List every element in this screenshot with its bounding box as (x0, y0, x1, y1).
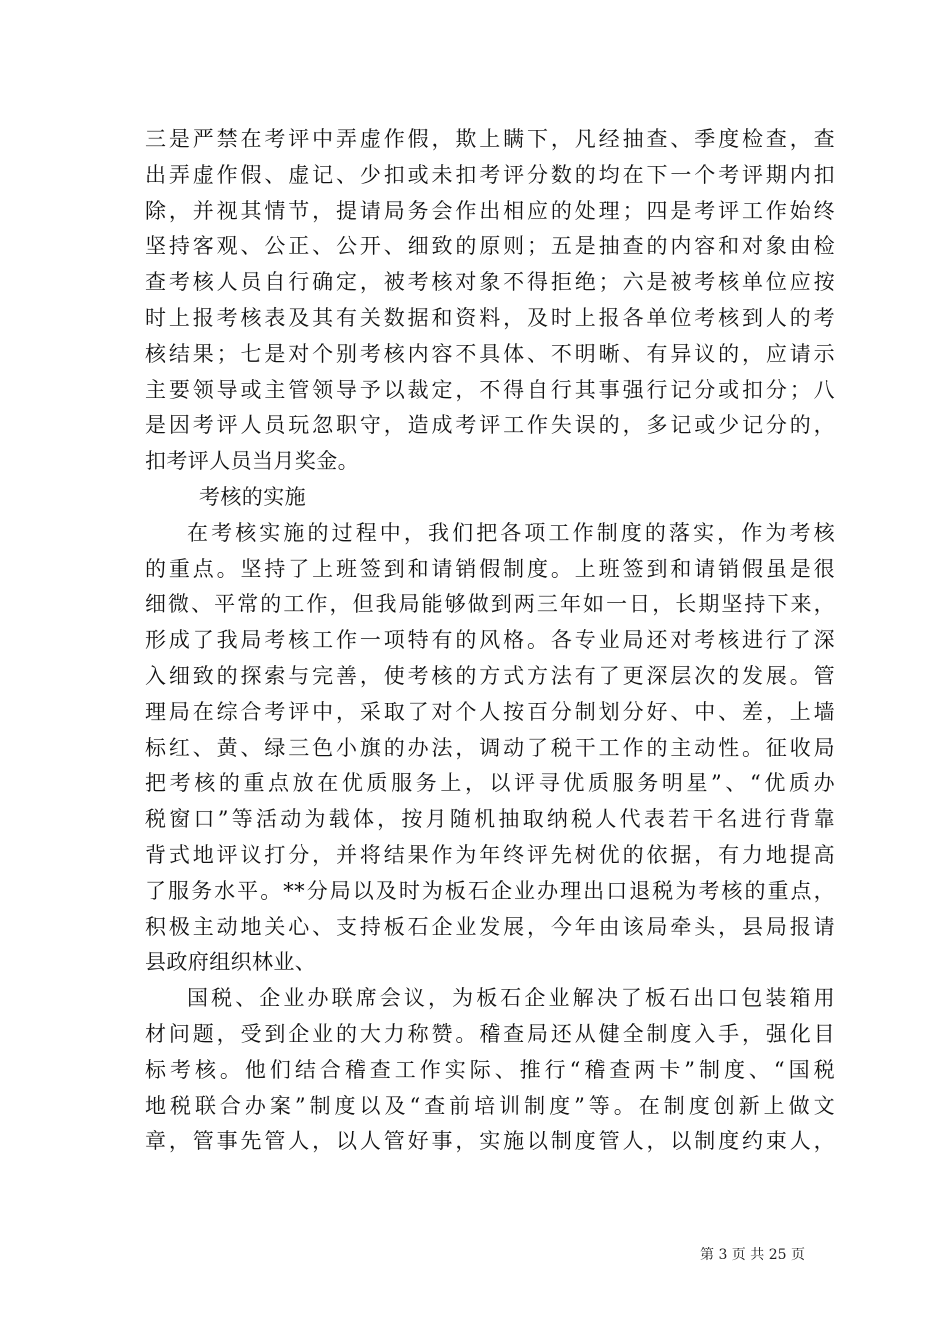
paragraph-1 (145, 122, 835, 480)
text-line: 材问题，受到企业的大力称赞。稽查局还从健全制度入手，强化目 (145, 1021, 835, 1046)
text-line: 时上报考核表及其有关数据和资料，及时上报各单位考核到人的考 (145, 305, 835, 330)
text-line: 标考核。他们结合稽查工作实际、推行“稽查两卡”制度、“国税 (145, 1057, 835, 1082)
text-line: 积极主动地关心、支持板石企业发展，今年由该局牵头，县局报请 (145, 914, 835, 939)
text-line: 背式地评议打分，并将结果作为年终评先树优的依据，有力地提高 (145, 842, 835, 867)
section-heading: 考核的实施 (199, 484, 306, 509)
paragraph-2 (145, 516, 835, 981)
text-line: 除，并视其情节，提请局务会作出相应的处理；四是考评工作始终 (145, 198, 835, 223)
text-line: 查考核人员自行确定，被考核对象不得拒绝；六是被考核单位应按 (145, 270, 835, 295)
text-line: 入细致的探索与完善，使考核的方式方法有了更深层次的发展。管 (145, 663, 835, 688)
text-line: 出弄虚作假、虚记、少扣或未扣考评分数的均在下一个考评期内扣 (145, 162, 835, 187)
text-line: 扣考评人员当月奖金。 (145, 449, 359, 474)
text-line: 核结果；七是对个别考核内容不具体、不明晰、有异议的，应请示 (145, 341, 835, 366)
text-line: 坚持客观、公正、公开、细致的原则；五是抽查的内容和对象由检 (145, 234, 835, 259)
text-line: 主要领导或主管领导予以裁定，不得自行其事强行记分或扣分；八 (145, 377, 835, 402)
text-line: 的重点。坚持了上班签到和请销假制度。上班签到和请销假虽是很 (145, 556, 835, 581)
document-body (145, 122, 835, 1160)
text-line: 县政府组织林业、 (145, 950, 317, 975)
paragraph-3 (145, 981, 835, 1160)
text-line: 细微、平常的工作，但我局能够做到两三年如一日，长期坚持下来， (145, 592, 835, 617)
text-line: 在考核实施的过程中，我们把各项工作制度的落实，作为考核 (187, 520, 835, 545)
text-line: 章，管事先管人，以人管好事，实施以制度管人，以制度约束人， (145, 1129, 835, 1154)
text-line: 是因考评人员玩忽职守，造成考评工作失误的，多记或少记分的， (145, 413, 835, 438)
text-line: 标红、黄、绿三色小旗的办法，调动了税干工作的主动性。征收局 (145, 735, 835, 760)
text-line: 地税联合办案”制度以及“查前培训制度”等。在制度创新上做文 (145, 1093, 835, 1118)
text-line: 形成了我局考核工作一项特有的风格。各专业局还对考核进行了深 (145, 628, 835, 653)
page-number: 第 3 页 共 25 页 (700, 1247, 805, 1263)
text-line: 三是严禁在考评中弄虚作假，欺上瞒下，凡经抽查、季度检查，查 (145, 127, 835, 151)
text-line: 把考核的重点放在优质服务上，以评寻优质服务明星”、“优质办 (145, 771, 835, 796)
text-line: 税窗口”等活动为载体，按月随机抽取纳税人代表若干名进行背靠 (145, 807, 835, 832)
text-line: 国税、企业办联席会议，为板石企业解决了板石出口包装箱用 (187, 986, 835, 1011)
text-line: 理局在综合考评中，采取了对个人按百分制划分好、中、差，上墙 (145, 699, 835, 724)
text-line: 了服务水平。**分局以及时为板石企业办理出口退税为考核的重点， (145, 878, 835, 903)
